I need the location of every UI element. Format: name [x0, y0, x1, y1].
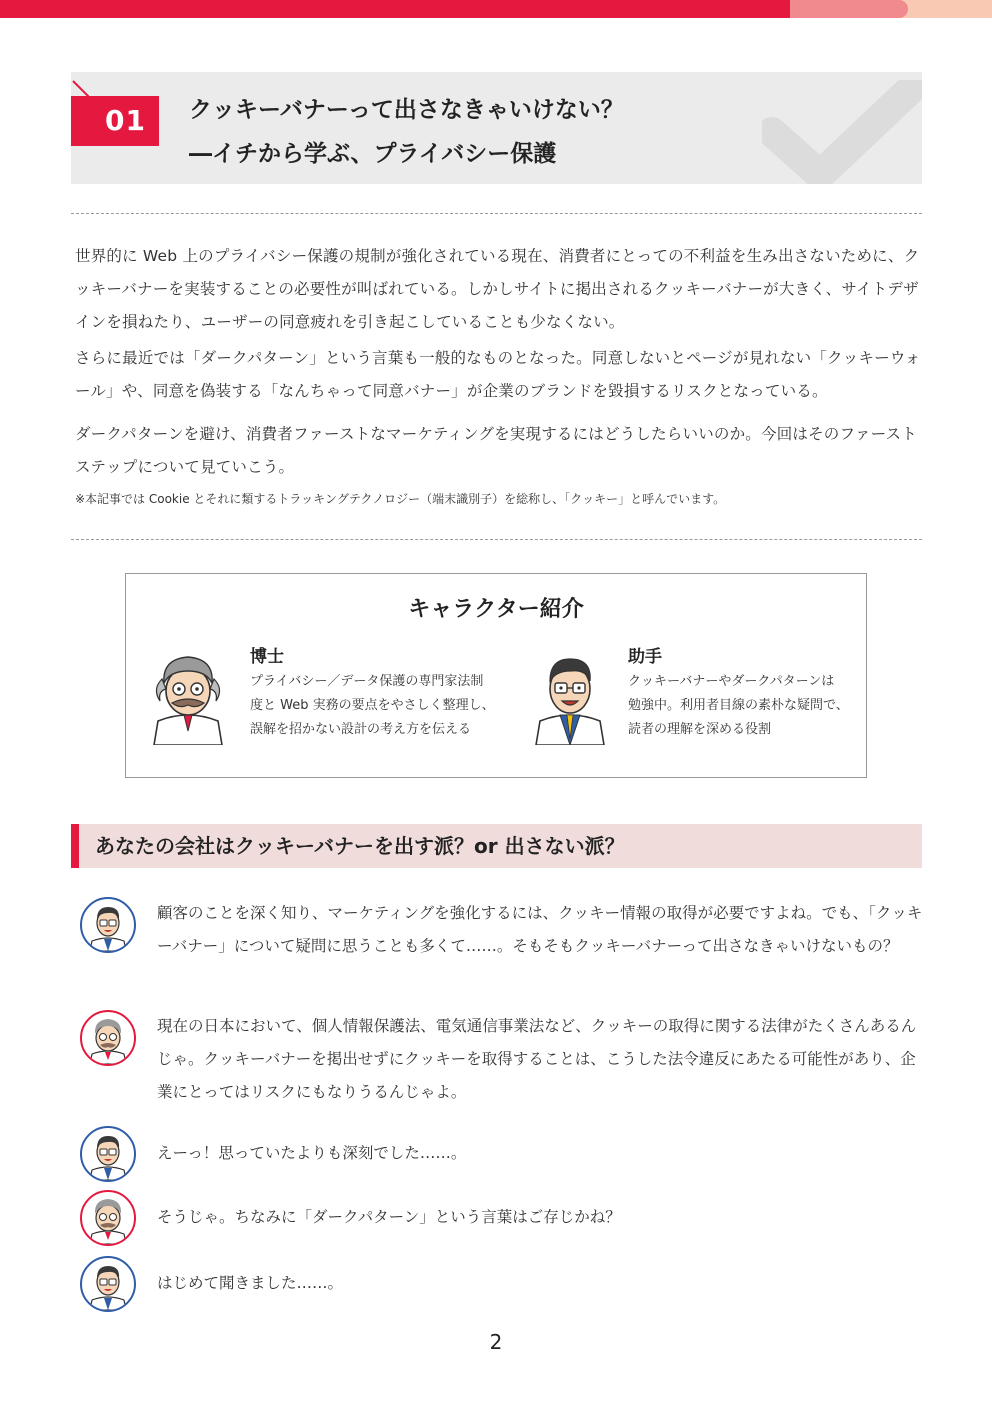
dialogue-text: はじめて聞きました……。: [157, 1274, 344, 1292]
assistant-avatar-icon: [80, 897, 136, 953]
page-number: 2: [489, 1330, 503, 1354]
dialogue-text: 現在の日本において、個人情報保護法、電気通信事業法など、クッキーの取得に関する法律がたくさんあるんじゃ。クッキーバナーを掲出せずにクッキーを取得することは、こうした法令違反にあたる可能性があり、企業にとってはリスクにもなりうるんじゃよ。: [157, 1017, 917, 1101]
assistant-avatar-icon: [530, 649, 610, 745]
section-number: 01: [105, 104, 146, 137]
subsection-heading-bar: [71, 824, 922, 868]
assistant-description: [628, 670, 849, 742]
character-intro-title: キャラクター紹介: [408, 597, 584, 622]
dialogue-text: そうじゃ。ちなみに「ダークパターン」という言葉はご存じかね？: [157, 1208, 621, 1226]
subsection-title: あなたの会社はクッキーバナーを出す派？or 出さない派？: [95, 834, 625, 858]
doctor-desc-line: 誤解を招かない設計の考え方を伝える: [250, 722, 472, 737]
assistant-avatar-icon: [80, 1256, 136, 1312]
doctor-desc-line: プライバシー／データ保護の専門家法制: [250, 674, 484, 689]
assistant-desc-line: 勉強中。利用者目線の素朴な疑問で、: [628, 698, 849, 713]
assistant-desc-line: クッキーバナーやダークパターンは: [628, 674, 835, 689]
doctor-avatar-icon: [80, 1190, 136, 1246]
dialogue-text: えーっ！思っていたよりも深刻でした……。: [157, 1144, 467, 1162]
section-title: [189, 88, 624, 176]
dashed-divider: [71, 213, 922, 214]
badge-slash-mark: [72, 80, 95, 103]
top-color-bar: [0, 0, 992, 18]
intro-paragraph: 世界的に Web 上のプライバシー保護の規制が強化されている現在、消費者にとっての不利益を生み出さないために、クッキーバナーを実装することの必要性が叫ばれている。しかしサイトに掲出されるクッキーバナーが大きく、サイトデザインを損ねたり、ユーザーの同意疲れを引き起こしていることも少なくない。: [75, 247, 920, 331]
heading-accent: [71, 824, 79, 868]
top-bar-red-segment: [0, 0, 800, 18]
checkmark-icon: [762, 80, 922, 184]
doctor-avatar-icon: [80, 1010, 136, 1066]
doctor-avatar-icon: [148, 649, 228, 745]
footnote: ※本記事では Cookie とそれに類するトラッキングテクノロジー（端末識別子）を総称し、「クッキー」と呼んでいます。: [75, 492, 726, 506]
doctor-description: [250, 670, 495, 742]
section-title-line1: クッキーバナーって出さなきゃいけない？: [189, 97, 624, 123]
character-intro-box: [125, 573, 867, 778]
assistant-name: 助手: [628, 647, 662, 667]
section-number-badge: [71, 96, 159, 146]
dashed-divider: [71, 539, 922, 540]
doctor-name: 博士: [250, 647, 284, 667]
top-bar-peach-segment: [900, 0, 992, 18]
top-bar-pink-segment: [790, 0, 908, 18]
assistant-desc-line: 読者の理解を深める役割: [628, 722, 772, 737]
section-header: [71, 72, 922, 184]
assistant-avatar-icon: [80, 1126, 136, 1182]
section-title-line2: ―イチから学ぶ、プライバシー保護: [189, 141, 557, 167]
intro-paragraph: ダークパターンを避け、消費者ファーストなマーケティングを実現するにはどうしたらいいのか。今回はそのファーストステップについて見ていこう。: [75, 425, 917, 476]
dialogue-text: 顧客のことを深く知り、マーケティングを強化するには、クッキー情報の取得が必要ですよね。でも、「クッキーバナー」について疑問に思うことも多くて……。そもそもクッキーバナーって出さなきゃいけないもの？: [157, 904, 923, 955]
doctor-desc-line: 度と Web 実務の要点をやさしく整理し、: [250, 698, 495, 713]
intro-paragraph: さらに最近では「ダークパターン」という言葉も一般的なものとなった。同意しないとページが見れない「クッキーウォール」や、同意を偽装する「なんちゃって同意バナー」が企業のブランドを毀損するリスクとなっている。: [75, 349, 921, 400]
